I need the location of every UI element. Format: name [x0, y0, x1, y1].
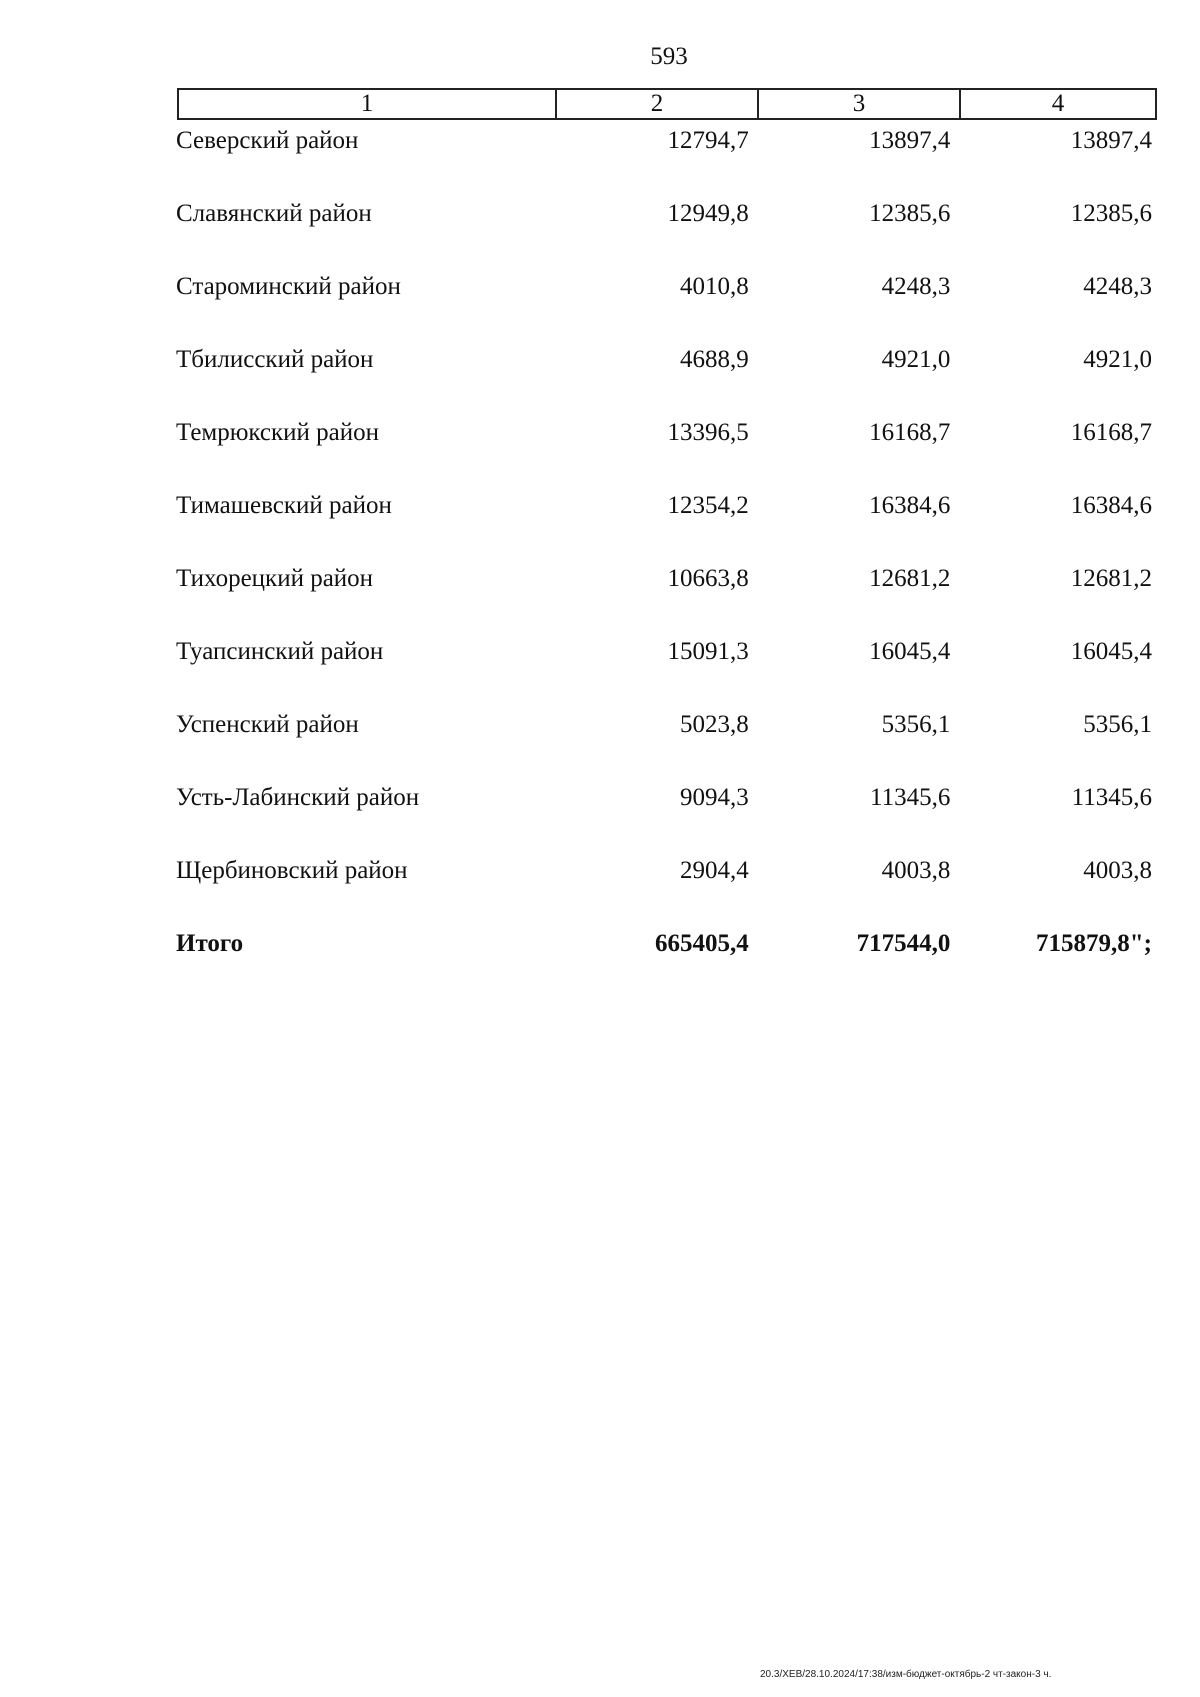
- row-name: Северский район: [176, 127, 359, 154]
- table-row: [176, 852, 1156, 925]
- row-value-col-2: 9094,3: [679, 784, 749, 811]
- row-value-col-3: 11345,6: [870, 784, 951, 811]
- row-value-col-2: 12949,8: [667, 200, 749, 227]
- table-row: [176, 268, 1156, 341]
- table-total-row: [176, 925, 1156, 998]
- row-value-col-3: 13897,4: [869, 127, 951, 154]
- row-value-col-4: 12681,2: [1070, 565, 1152, 592]
- page-number: 593: [650, 43, 688, 70]
- row-value-col-3: 12385,6: [869, 200, 951, 227]
- header-col-2: 2: [555, 90, 757, 118]
- row-name: Туапсинский район: [176, 638, 384, 665]
- row-value-col-3: 4248,3: [881, 273, 951, 300]
- row-value-col-3: 16384,6: [869, 492, 951, 519]
- row-value-col-2: 4010,8: [679, 273, 749, 300]
- row-value-col-3: 16045,4: [869, 638, 951, 665]
- table-row: [176, 195, 1156, 268]
- row-name: Щербиновский район: [176, 857, 408, 884]
- row-value-col-3: 5356,1: [881, 711, 951, 738]
- header-col-3: 3: [757, 90, 959, 118]
- row-name: Успенский район: [176, 711, 359, 738]
- total-label: Итого: [176, 930, 244, 957]
- total-value-col-4: 715879,8";: [1036, 930, 1152, 957]
- header-col-4: 4: [959, 90, 1155, 118]
- row-name: Темрюкский район: [176, 419, 380, 446]
- row-value-col-2: 15091,3: [667, 638, 749, 665]
- row-value-col-2: 12354,2: [667, 492, 749, 519]
- row-value-col-4: 11345,6: [1071, 784, 1152, 811]
- row-value-col-2: 12794,7: [667, 127, 749, 154]
- table-body: [176, 122, 1156, 998]
- row-name: Тимашевский район: [176, 492, 392, 519]
- row-value-col-4: 5356,1: [1083, 711, 1152, 738]
- table-row: [176, 779, 1156, 852]
- row-name: Староминский район: [176, 273, 401, 300]
- row-value-col-2: 4688,9: [679, 346, 749, 373]
- row-name: Тихорецкий район: [176, 565, 374, 592]
- row-value-col-3: 16168,7: [869, 419, 951, 446]
- table-row: [176, 122, 1156, 195]
- table-row: [176, 706, 1156, 779]
- row-value-col-2: 13396,5: [667, 419, 749, 446]
- row-value-col-2: 2904,4: [679, 857, 749, 884]
- row-value-col-4: 4003,8: [1083, 857, 1152, 884]
- row-value-col-4: 16168,7: [1070, 419, 1152, 446]
- footer-note: 20.3/ХЕВ/28.10.2024/17:38/изм-бюджет-октябрь-2 чт-закон-3 ч.: [760, 1669, 1052, 1680]
- table-row: [176, 414, 1156, 487]
- row-value-col-4: 16045,4: [1070, 638, 1152, 665]
- row-value-col-3: 4921,0: [881, 346, 951, 373]
- row-value-col-4: 12385,6: [1070, 200, 1152, 227]
- total-value-col-3: 717544,0: [856, 930, 951, 957]
- table-row: [176, 487, 1156, 560]
- row-value-col-4: 4921,0: [1083, 346, 1152, 373]
- row-value-col-4: 4248,3: [1083, 273, 1152, 300]
- row-value-col-2: 5023,8: [679, 711, 749, 738]
- row-name: Славянский район: [176, 200, 372, 227]
- row-value-col-4: 13897,4: [1070, 127, 1152, 154]
- table-header: [177, 88, 1157, 120]
- table-row: [176, 341, 1156, 414]
- row-value-col-2: 10663,8: [667, 565, 749, 592]
- row-value-col-3: 4003,8: [881, 857, 951, 884]
- table-row: [176, 633, 1156, 706]
- row-value-col-4: 16384,6: [1070, 492, 1152, 519]
- header-col-1: 1: [360, 90, 374, 117]
- row-name: Усть-Лабинский район: [176, 784, 420, 811]
- total-value-col-2: 665405,4: [654, 930, 749, 957]
- row-value-col-3: 12681,2: [869, 565, 951, 592]
- row-name: Тбилисский район: [176, 346, 374, 373]
- table-row: [176, 560, 1156, 633]
